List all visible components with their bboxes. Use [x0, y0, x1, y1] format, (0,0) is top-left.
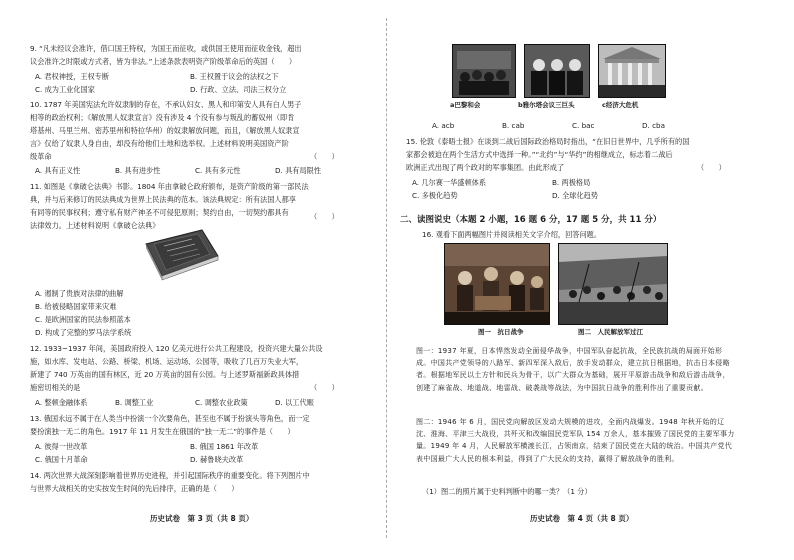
- q14-option-d: D. cba: [642, 121, 666, 130]
- page-divider: [386, 18, 387, 538]
- left-page-footer: 历史试卷 第 3 页（共 8 页）: [150, 514, 254, 523]
- q13-option-b: B. 俄国 1861 年改革: [190, 442, 259, 451]
- q10-line-2: 相等的政治权利；《解放黑人奴隶宣言》没有涉及 4 个没有参与叛乱的蓄奴州（即肯: [30, 113, 295, 122]
- section-2-title: 二、读图说史（本题 2 小题，16 题 6 分，17 题 5 分，共 11 分）: [400, 215, 662, 225]
- photo-caption-b: b雅尔塔会议三巨头: [518, 101, 575, 109]
- q14-option-a: A. acb: [432, 121, 455, 130]
- q11-line-2: 典，并与后来修订的民法典成为世界上民法典的范本。该法典规定：所有法国人都享: [30, 195, 296, 204]
- photo-caption-a: a巴黎和会: [450, 101, 481, 109]
- q9-line-1: 9. “凡未经议会准许，借口国王特权，为国王而征收，或供国王使用而征收金钱，超出: [30, 44, 302, 53]
- q12-option-b: B. 调整工业: [115, 398, 154, 407]
- q13-option-c: C. 俄国十月革命: [35, 455, 88, 464]
- napoleonic-code-book-image: [140, 226, 222, 282]
- q14-line-1: 14. 两次世界大战深刻影响着世界历史进程，并引起国际秩序的重要变化。将下列图片中: [30, 471, 310, 480]
- q11-option-d: D. 构成了完整的罗马法学系统: [35, 328, 132, 337]
- q10-answer-paren: （ ）: [310, 152, 339, 161]
- q12-line-1: 12. 1933~1937 年间，美国政府投入 120 亿美元进行公共工程建设，投资兴建大量公共设: [30, 344, 323, 353]
- q10-option-c: C. 具有多元性: [195, 166, 241, 175]
- q12-line-2: 施，如水库、发电站、公路、桥梁、机场、运动场、公园等，吸收了几百万失业大军，: [30, 357, 304, 366]
- q11-line-3: 有同等的民事权利；遵守私有财产神圣不可侵犯原则；契约自由，一切契约都具有: [30, 208, 289, 217]
- great-depression-photo: [598, 44, 666, 98]
- q11-option-a: A. 遏制了贵族对法律的曲解: [35, 289, 124, 298]
- q10-option-b: B. 具有进步性: [115, 166, 161, 175]
- q9-option-c: C. 成为工业化国家: [35, 85, 95, 94]
- photo-caption-c: c经济大危机: [602, 101, 639, 109]
- q13-option-a: A. 彼得一世改革: [35, 442, 88, 451]
- q14-option-c: C. bac: [572, 121, 595, 130]
- q10-line-3: 塔基州、马里兰州、密苏里州和特拉华州）的奴隶解放问题，而且，《解放黑人奴隶宣: [30, 126, 300, 135]
- q14-line-2: 与世界大战相关的史实按发生时间的先后排序，正确的是（ ）: [30, 484, 239, 493]
- left-exam-page: [0, 0, 380, 560]
- q9-option-a: A. 君权神授，王权专断: [35, 72, 110, 81]
- q15-option-c: C. 多极化趋势: [412, 191, 458, 200]
- q15-line-1: 15. 伦敦《泰晤士报》在谈到二战后国际政治格局时指出，“在旧日世界中，几乎所有的国: [406, 137, 690, 146]
- q10-line-4: 言》仅给了奴隶人身自由，却没有给他们土地和选举权。上述材料说明美国资产阶: [30, 139, 289, 148]
- q15-line-2: 家都会被迫在两个生活方式中选择一种。”“北约”与“华约”的相继成立，标志着二战后: [406, 150, 673, 159]
- figure-1-caption: 图一 抗日战争: [478, 328, 524, 336]
- figure-2-caption: 图二 人民解放军过江: [578, 328, 643, 336]
- q10-option-a: A. 具有正义性: [35, 166, 81, 175]
- q10-line-5: 级革命: [30, 152, 52, 161]
- q14-option-b: B. cab: [502, 121, 525, 130]
- figure-1-anti-japanese-war-photo: [444, 243, 550, 325]
- q9-option-d: D. 行政、立法、司法三权分立: [190, 85, 287, 94]
- q10-line-1: 10. 1787 年美国宪法允许奴隶制的存在，不承认妇女、黑人和印第安人具有白人男子: [30, 100, 302, 109]
- q15-option-d: D. 全球化趋势: [552, 191, 599, 200]
- q12-line-4: 施密切相关的是: [30, 383, 81, 392]
- q12-answer-paren: （ ）: [310, 383, 339, 392]
- q13-option-d: D. 赫鲁晓夫改革: [190, 455, 244, 464]
- q15-answer-paren: （ ）: [697, 163, 726, 172]
- q16-sub-question-1: （1）图二的照片属于史料判断中的哪一类？（1 分）: [422, 487, 592, 496]
- yalta-conference-photo: [524, 44, 590, 98]
- figure-1-description: 图一：1937 年夏，日本悍然发动全面侵华战争，中国军队奋起抗战，全民族抗战的局面开始形成。中国共产党领导的八路军、新四军深入敌后，放手发动群众，建立抗日根据地，抗击日本侵略者。根据地军民以土方针和民兵为骨干，以广大群众为基础，展开平原游击战争和敌后游击战争，创建了麻雀战、地道战、地雷战、破袭战等战法，为中国抗日战争的胜利作出了重要贡献。: [416, 347, 730, 392]
- q11-option-b: B. 给被侵略国家带来灾难: [35, 302, 117, 311]
- q12-option-c: C. 调整农业政策: [195, 398, 248, 407]
- q9-option-b: B. 王权置于议会的法权之下: [190, 72, 279, 81]
- q10-option-d: D. 具有局限性: [275, 166, 322, 175]
- q16-intro: 16. 观看下面两幅图片并阅读相关文字介绍，回答问题。: [422, 230, 602, 239]
- paris-peace-conference-photo: [452, 44, 516, 98]
- q12-option-d: D. 以工代赈: [275, 398, 314, 407]
- q11-line-4: 法律效力。上述材料说明《拿破仑法典》: [30, 221, 160, 230]
- q9-line-2: 议会准许之时限或方式者，皆为非法。”上述条款表明资产阶级革命后的英国（ ）: [30, 57, 297, 66]
- q11-option-c: C. 是欧洲国家的民法参照蓝本: [35, 315, 131, 324]
- q12-line-3: 新建了 740 万英亩的国有林区，近 20 万英亩的国有公园。与上述罗斯福新政具体措: [30, 370, 300, 379]
- q11-line-1: 11. 如图是《拿破仑法典》书影。1804 年由拿破仑政府颁布，是资产阶级的第一部民法: [30, 182, 309, 191]
- q11-answer-paren: （ ）: [310, 212, 339, 221]
- q15-line-3: 欧洲正式出现了两个政对的军事集团。由此形成了: [406, 163, 565, 172]
- figure-2-pla-river-crossing-photo: [558, 243, 668, 325]
- q15-option-a: A. 几尔赛一华盛顿体系: [412, 178, 487, 187]
- q13-line-2: 要扮演独一无二的角色。1917 年 11 月发生在俄国的“独一无二”的事件是（ ）: [30, 427, 295, 436]
- q15-option-b: B. 两极格局: [552, 178, 591, 187]
- right-page-footer: 历史试卷 第 4 页（共 8 页）: [530, 514, 634, 523]
- q12-option-a: A. 整顿金融体系: [35, 398, 88, 407]
- right-exam-page: [392, 0, 794, 560]
- q13-line-1: 13. 俄国永远不属于在人类当中扮演一个次要角色，甚至也不属于扮演头等角色，而一定: [30, 414, 310, 423]
- figure-2-description: 图二：1946 年 6 月，国民党向解放区发动大规模的进攻，全面内战爆发。1948 年秋开始的辽沈、淮海、平津三大战役，共歼灭和改编国民党军队 154 万余人，基本摧毁了国民党的主要军事力量。1949 年 4 月，人民解放军横渡长江，占领南京，结束了国民党在大陆的统治。中国共产党代表中国最广大人民的根本利益，得到了广大民众的支持，赢得了解放战争的胜利。: [416, 418, 735, 463]
